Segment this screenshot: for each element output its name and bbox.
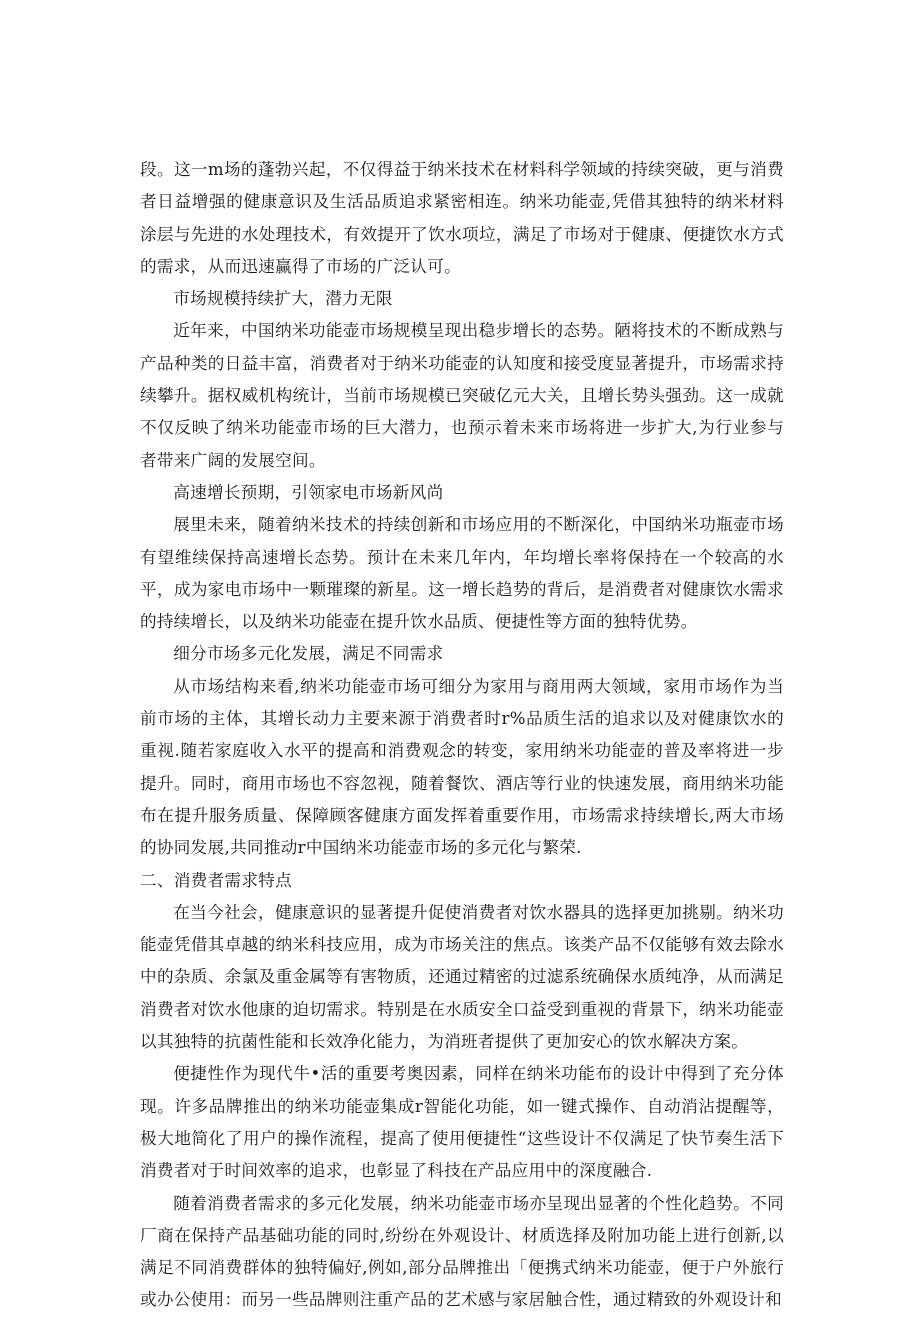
paragraph-market-scale: 近年来，中国纳米功能壶市场规模呈现出稳步增长的态势。陋将技术的不断成熟与产品种类的日益丰富，消费者对于纳米功能壶的认知度和接受度显著提升，市场需求持续攀升。据权威机构统计，当前市场规模已突破亿元大关，且增长势头强劲。这一成就不仅反映了纳米功能壶市场的巨大潜力，也预示着未来市场将进一步扩大,为行业参与者带来广阔的发展空间。: [140, 321, 784, 470]
paragraph-personalization: 随着消费者需求的多元化发展，纳米功能壶市场亦呈现出显著的个性化趋势。不同厂商在保持产品基础功能的同时,纷纷在外观设计、材质选择及附加功能上进行创新,以满足不同消费群体的独特偏好,例如,部分品牌推出「便携式纳米功能壶，便于户外旅行或办公使用：而另一些品牌则注重产品的艺术感与家居触合性，通过精致的外观设计和: [140, 1193, 784, 1310]
paragraph-intro-continuation: 段。这一m场的蓬勃兴起，不仅得益于纳米技术在材料科学领域的持续突破，更与消费者日益增强的健康意识及生活品质追求紧密相连。纳米功能壶,凭借其独特的纳米材料涂层与先进的水处理技术，有效提开了饮水项垃，满足了市场对于健康、便捷饮水方式的需求，从而迅速赢得了市场的广泛认可。: [140, 160, 784, 276]
subheading-segment-markets: 细分市场多元化发展，满足不同需求: [173, 644, 444, 664]
paragraph-growth-forecast: 展里未来，随着纳米技术的持续创新和市场应用的不断深化，中国纳米功瓶壶市场有望维续保持高速增长态势。预计在未来几年内，年均增长率将保持在一个较高的水平，成为家电市场中一颗璀璨的新星。这一增长趋势的背后，是消费者对健康饮水需求的持续增长，以及纳米功能壶在提升饮水品质、便捷性等方面的独特优势。: [140, 515, 784, 632]
paragraph-convenience: 便捷性作为现代牛•活的重要考奥因素，同样在纳米功能布的设计中得到了充分体现。许多品牌推出的纳米功能壶集成r智能化功能，如一键式操作、自动消沾提醒等，极大地简化了用户的操作流程，提高了使用便捷性“这些设计不仅满足了快节奏生活下消费者对于时间效率的追求，也彰显了科技在产品应用中的深度融合.: [140, 1064, 784, 1181]
section-heading-consumer-needs: 二、消费者需求特点: [140, 870, 293, 890]
document-page: [140, 154, 784, 1317]
paragraph-health-needs: 在当今社会，健康意识的显著提升促使消费者对饮水器具的选择更加挑剔。纳米功能壶凭借其卓越的纳米科技应用，成为市场关注的焦点。该类产品不仅能够有效去除水中的杂质、余氯及重金属等有害物质，还通过精密的过滤系统确保水质纯净，从而满足消费者对饮水他康的迫切需求。特别是在水质安全口益受到重视的背景下，纳米功能壶以其独特的抗菌性能和长效净化能力，为消班者提供了更加安心的饮水解决方案。: [140, 902, 784, 1052]
subheading-market-scale: 市场规模持续扩大，潜力无限: [173, 289, 393, 309]
paragraph-segment-markets: 从市场结构来看,纳米功能壶市场可细分为家用与商用两大领域，家用市场作为当前市场的主体，其增长动力主要来源于消费者时r%品质生活的追求以及对健康饮水的重视.随若家庭收入水平的提高和消费观念的转变，家用纳米功能壶的普及率将进一步提升。同时，商用市场也不容忽视，随着餐饮、酒店等行业的快速发展，商用纳米功能布在提升服务质量、保障顾客健康方面发挥着重要作用，市场需求持续增长,两大市场的协同发展,共同推动r中国纳米功能壶市场的多元化与繁荣.: [140, 676, 784, 858]
subheading-growth-forecast: 高速增长预期，引领家电市场新风尚: [173, 482, 444, 502]
